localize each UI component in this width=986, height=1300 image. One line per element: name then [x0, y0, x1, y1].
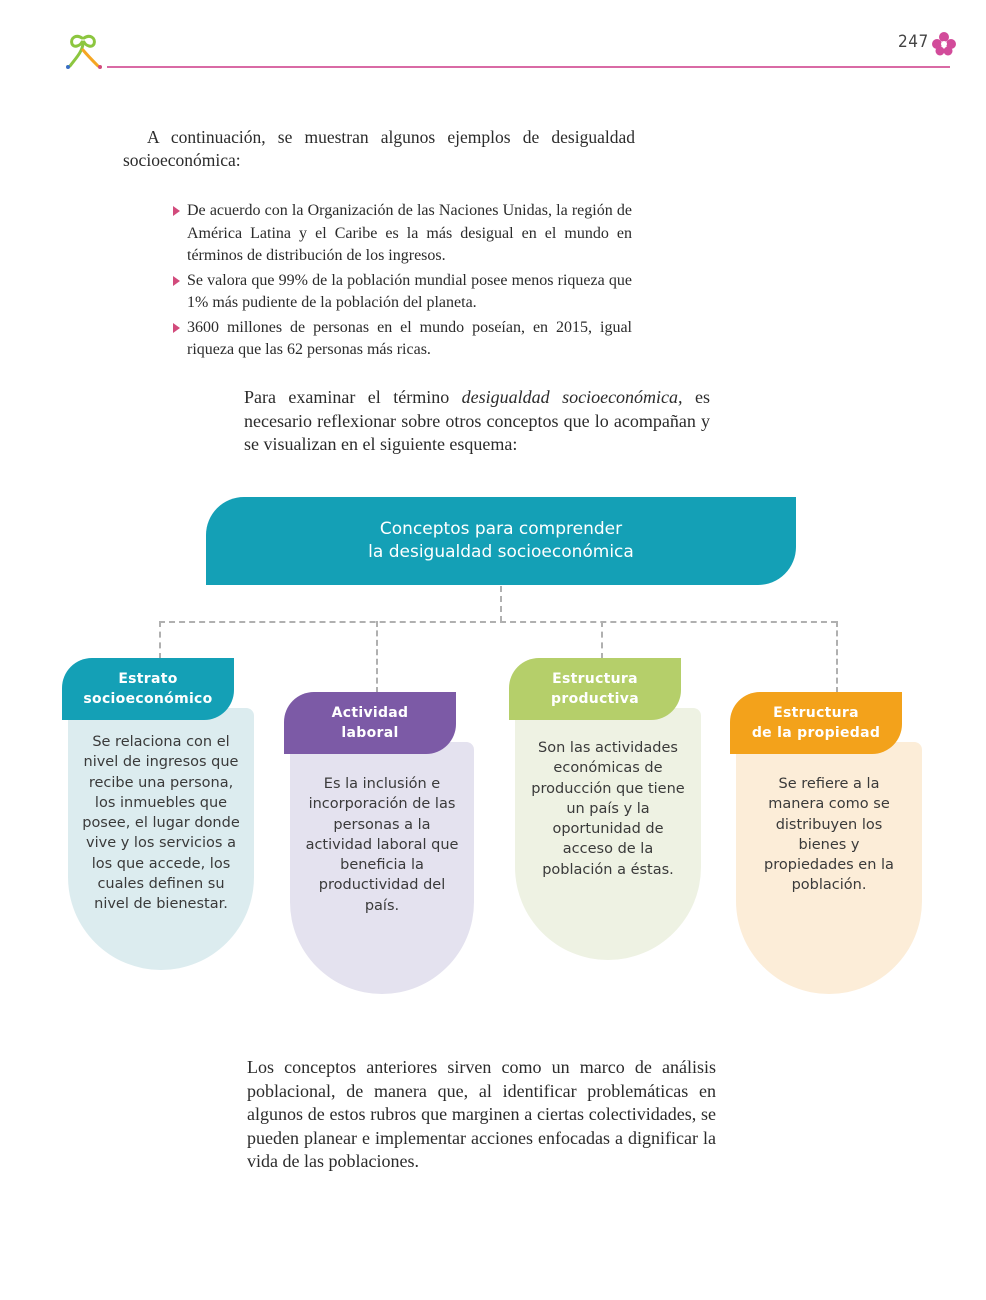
connector-drop-3: [601, 621, 603, 659]
bullet-triangle-icon: [173, 276, 180, 286]
connector-drop-2: [376, 621, 378, 693]
scheme-intro-paragraph: Para examinar el término desigualdad socioeconómica, es necesario reflexionar sobre otros conceptos que lo acompañan y se visualizan en el siguiente esquema:: [244, 387, 710, 454]
diagram-title-line1: Conceptos para comprender: [379, 519, 623, 539]
page-number: 247: [898, 32, 929, 52]
bullet-triangle-icon: [173, 323, 180, 333]
card-text: Se relaciona con el nivel de ingresos que recibe una persona, los inmuebles que posee, el lugar donde vive y los servicios a los que accede, los cuales definen su nivel de bienestar.: [82, 734, 240, 913]
card-text: Es la inclusión e incorporación de las personas a la actividad laboral que beneficia la productividad del país.: [305, 776, 459, 914]
diagram-title-line2: la desigualdad socioeconómica: [368, 542, 634, 562]
connector-bar: [159, 621, 837, 623]
concept-card-actividad: [290, 742, 474, 994]
connector-drop-1: [159, 621, 161, 659]
bullet-triangle-icon: [173, 206, 180, 216]
examples-list: [172, 200, 632, 364]
card-tab-productiva: Estructura productiva: [509, 658, 681, 720]
flower-ornament-icon: [930, 30, 958, 56]
list-item: Se valora que 99% de la población mundial posee menos riqueza que 1% más pudiente de la población del planeta.: [172, 270, 632, 315]
closing-paragraph: Los conceptos anteriores sirven como un marco de análisis poblacional, de manera que, al identificar problemáticas en algunos de estos rubros que marginen a ciertas colectividades, se pueden planear e implementar acciones enfocadas a dignificar la vida de las poblaciones.: [247, 1057, 716, 1171]
diagram-title-box: [206, 497, 796, 585]
card-tab-propiedad: Estructura de la propiedad: [730, 692, 902, 754]
concept-card-productiva: [515, 708, 701, 960]
card-text: Se refiere a la manera como se distribuyen los bienes y propiedades en la población.: [764, 776, 894, 894]
emphasis-term: desigualdad socioeconómica,: [461, 387, 683, 407]
header-rule: [107, 66, 950, 68]
concept-card-estrato: [68, 708, 254, 970]
sep-logo-icon: [62, 30, 104, 72]
connector-stem: [500, 586, 502, 622]
concept-card-propiedad: [736, 742, 922, 994]
card-tab-actividad: Actividad laboral: [284, 692, 456, 754]
connector-drop-4: [836, 621, 838, 693]
card-tab-estrato: Estrato socioeconómico: [62, 658, 234, 720]
list-item: De acuerdo con la Organización de las Naciones Unidas, la región de América Latina y el Caribe es la más desigual en el mundo en términos de distribución de los ingresos.: [172, 200, 632, 268]
card-text: Son las actividades económicas de producción que tiene un país y la oportunidad de acceso de la población a éstas.: [531, 740, 685, 878]
intro-paragraph: A continuación, se muestran algunos ejemplos de desigualdad socioeconómica:: [123, 127, 635, 170]
list-item: 3600 millones de personas en el mundo poseían, en 2015, igual riqueza que las 62 personas más ricas.: [172, 317, 632, 362]
